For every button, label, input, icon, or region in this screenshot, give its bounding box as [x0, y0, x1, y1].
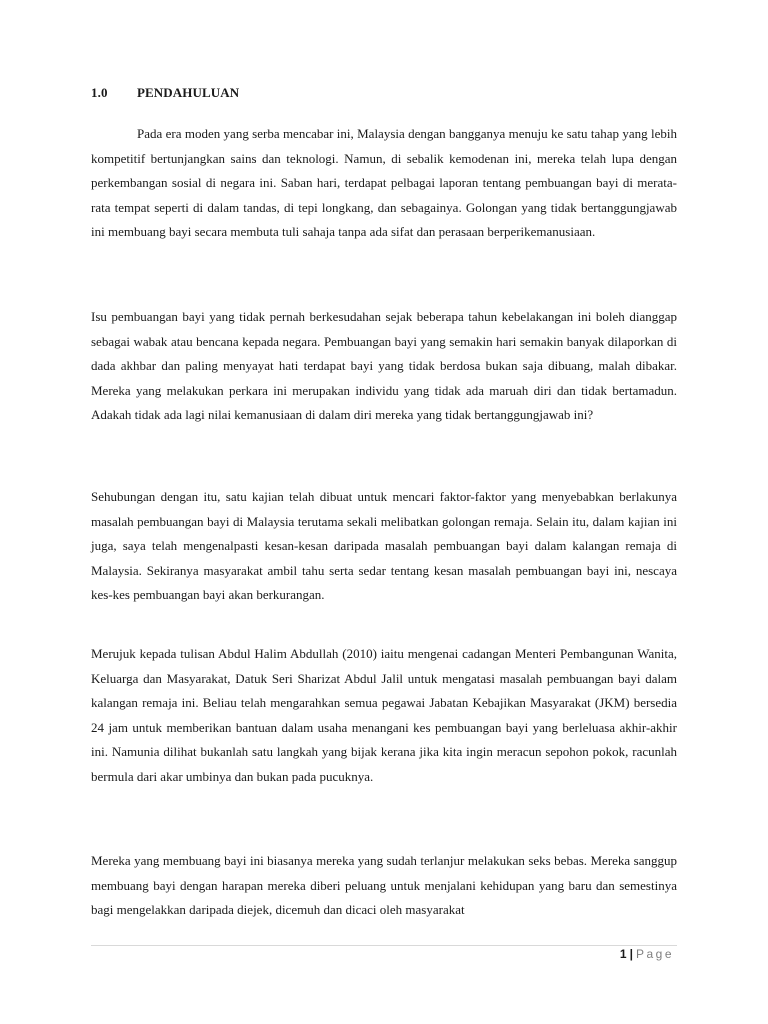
paragraph-3: Sehubungan dengan itu, satu kajian telah dibuat untuk mencari faktor-faktor yang menyebabkan berlakunya masalah pembuangan bayi di Malaysia terutama sekali melibatkan golongan remaja. Selain itu, dalam kajian ini juga, saya telah mengenalpasti kesan-kesan daripada masalah pembuangan bayi dalam kalangan remaja di Malaysia. Sekiranya masyarakat ambil tahu serta sedar tentang kesan masalah pembuangan bayi ini, nescaya kes-kes pembuangan bayi akan berkurangan. [91, 489, 677, 602]
page-footer [620, 947, 674, 961]
paragraph-1: Pada era moden yang serba mencabar ini, Malaysia dengan bangganya menuju ke satu tahap yang lebih kompetitif bertunjangkan sains dan teknologi. Namun, di sebalik kemodenan ini, mereka telah lupa dengan perkembangan sosial di negara ini. Saban hari, terdapat pelbagai laporan tentang pembuangan bayi di merata-rata tempat seperti di dalam tandas, di tepi longkang, dan sebagainya. Golongan yang tidak bertanggungjawab ini membuang bayi secara membuta tuli sahaja tanpa ada sifat dan perasaan berperikemanusiaan. [91, 126, 677, 239]
paragraph-2: Isu pembuangan bayi yang tidak pernah berkesudahan sejak beberapa tahun kebelakangan ini boleh dianggap sebagai wabak atau bencana kepada negara. Pembuangan bayi yang semakin hari semakin banyak dilaporkan di dada akhbar dan paling menyayat hati terdapat bayi yang tidak berdosa bukan saja dibuang, malah dibakar. Mereka yang melakukan perkara ini merupakan individu yang tidak ada maruah diri dan tidak bertamadun. Adakah tidak ada lagi nilai kemanusiaan di dalam diri mereka yang tidak bertanggungjawab ini? [91, 309, 677, 422]
footer-divider [91, 945, 677, 946]
page-number: 1 [619, 947, 627, 961]
footer-separator: | [629, 947, 633, 961]
paragraph-4: Merujuk kepada tulisan Abdul Halim Abdullah (2010) iaitu mengenai cadangan Menteri Pembangunan Wanita, Keluarga dan Masyarakat, Datuk Seri Sharizat Abdul Jalil untuk mengatasi masalah pembuangan bayi dalam kalangan remaja ini. Beliau telah mengarahkan semua pegawai Jabatan Kebajikan Masyarakat (JKM) bersedia 24 jam untuk memberikan bantuan dalam usaha menangani kes pembuangan bayi yang berleluasa akhir-akhir ini. Namunia dilihat bukanlah satu langkah yang bijak kerana jika kita ingin meracun sepohon pokok, racunlah bermula dari akar umbinya dan bukan pada pucuknya. [91, 646, 677, 784]
section-title: PENDAHULUAN [137, 85, 240, 100]
paragraph-5: Mereka yang membuang bayi ini biasanya mereka yang sudah terlanjur melakukan seks bebas. Mereka sanggup membuang bayi dengan harapan mereka diberi peluang untuk menjalani kehidupan yang baru dan semestinya bagi mengelakkan daripada diejek, dicemuh dan dicaci oleh masyarakat [91, 853, 677, 917]
section-heading [91, 85, 239, 101]
page-label: Page [635, 947, 674, 961]
section-number: 1.0 [91, 85, 108, 100]
